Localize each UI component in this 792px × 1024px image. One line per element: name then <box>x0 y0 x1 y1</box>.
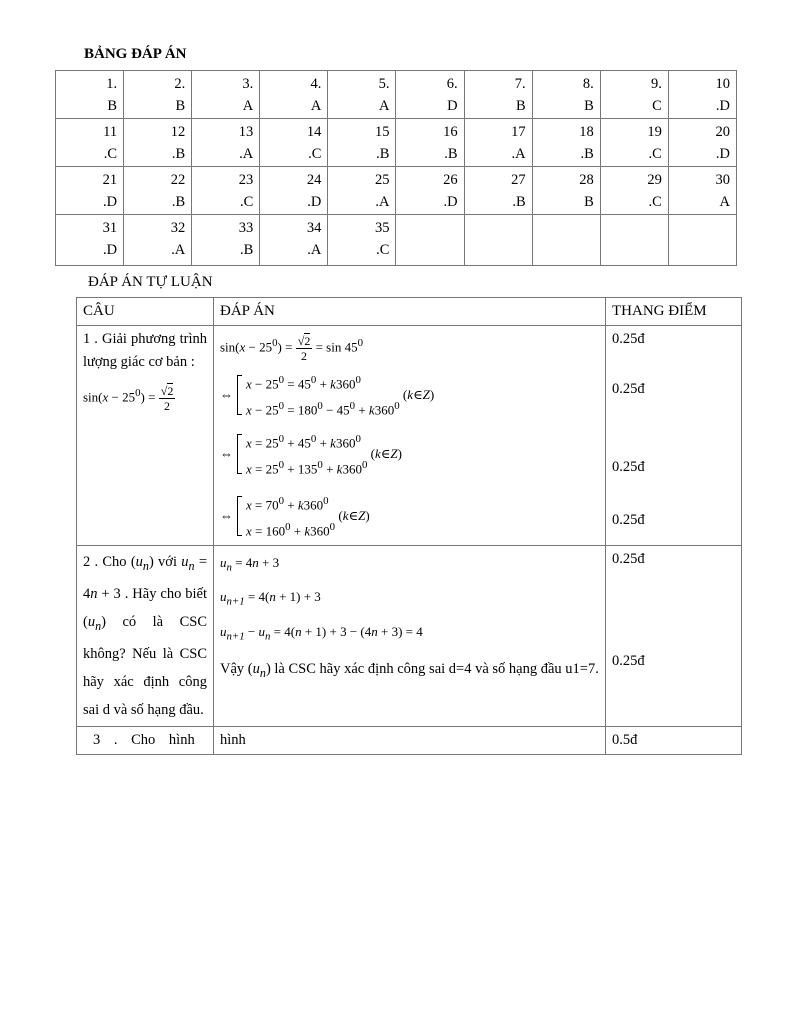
q2-step-1: $u_n = 4n + 3$ <box>220 554 280 574</box>
question-number: 8. <box>582 76 594 92</box>
answer-key-row <box>56 71 737 119</box>
answer-choice: B <box>107 98 118 114</box>
header-thang-diem: THANG ĐIỂM <box>606 298 742 326</box>
answer-key-cell <box>192 215 260 266</box>
question-number: 35 <box>374 220 390 236</box>
q2-step-3: $u_{n+1} - u_n = 4(n + 1) + 3 - (4n + 3) = 4$ <box>220 624 423 643</box>
question-number: 31 <box>102 220 118 236</box>
answer-choice: C <box>652 98 662 114</box>
q1-points-cell <box>606 326 742 546</box>
answer-choice: B <box>175 98 186 114</box>
q1-answer-cell <box>214 326 606 546</box>
question-number: 15 <box>374 124 390 140</box>
question-number: 14 <box>306 124 322 140</box>
answer-choice: .C <box>376 242 390 258</box>
answer-choice: .D <box>715 146 730 162</box>
question-number: 10 <box>715 76 730 92</box>
answer-key-cell <box>464 215 532 266</box>
answer-choice: .C <box>648 146 662 162</box>
q1-points-1: 0.25đ <box>612 331 645 347</box>
q1-points-3: 0.25đ <box>612 459 645 475</box>
q3-points: 0.5đ <box>612 731 638 748</box>
answer-key-cell <box>600 119 668 167</box>
answer-key-title: BẢNG ĐÁP ÁN <box>84 46 187 62</box>
answer-choice: .A <box>307 242 322 258</box>
answer-choice: .B <box>239 242 254 258</box>
q1-step-1: $\sin(x - 25^0)$ = $\frac{√2}{2}$ = $\sin 45^0$ <box>220 333 363 363</box>
question-number: 28 <box>579 172 594 188</box>
answer-key-row <box>56 119 737 167</box>
q2-prompt: 2 . Cho $(u_n)$ với $u_n = 4n + 3$ . Hãy cho biết $(u_n)$ có là CSC không? Nếu là CSC hãy xác định công sai d và số hạng đầu. <box>83 553 207 718</box>
question-number: 24 <box>306 172 322 188</box>
q3-prompt-cell <box>77 726 214 754</box>
q2-conclusion: Vậy $(u_n)$ là CSC hãy xác định công sai d=4 và số hạng đầu u1=7. <box>220 660 599 680</box>
answer-key-cell <box>600 215 668 266</box>
q3-points-cell <box>606 726 742 754</box>
answer-choice: .A <box>511 146 526 162</box>
question-number: 27 <box>511 172 526 188</box>
answer-choice: .B <box>512 194 526 210</box>
answer-key-cell <box>396 167 464 215</box>
answer-choice: D <box>447 98 458 114</box>
answer-key-cell <box>532 119 600 167</box>
answer-choice: .C <box>103 146 118 162</box>
answer-key-cell <box>464 167 532 215</box>
q2-answer-cell <box>214 545 606 726</box>
answer-choice: A <box>378 98 390 114</box>
answer-choice: A <box>310 98 322 114</box>
q1-prompt: 1 . Giải phương trình lượng giác cơ bản : <box>83 331 207 370</box>
answer-choice: .B <box>444 146 458 162</box>
answer-choice: B <box>515 98 526 114</box>
answer-choice: A <box>719 194 730 210</box>
answer-choice: .C <box>308 146 322 162</box>
answer-key-cell <box>56 71 124 119</box>
q2-prompt-cell <box>77 545 214 726</box>
answer-key-cell <box>464 71 532 119</box>
answer-key-cell <box>328 167 396 215</box>
q2-points-cell <box>606 545 742 726</box>
essay-row-q2 <box>77 545 742 726</box>
question-number: 6. <box>446 76 458 92</box>
answer-key-table <box>55 70 737 266</box>
answer-choice: .D <box>307 194 322 210</box>
question-number: 2. <box>174 76 186 92</box>
question-number: 25 <box>374 172 390 188</box>
q2-points-1: 0.25đ <box>612 550 645 567</box>
question-number: 34 <box>306 220 322 236</box>
q2-step-2: $u_{n+1} = 4(n + 1) + 3$ <box>220 589 321 608</box>
question-number: 11 <box>103 124 118 140</box>
question-number: 30 <box>715 172 730 188</box>
question-number: 5. <box>378 76 390 92</box>
answer-choice: B <box>584 98 594 114</box>
answer-choice: .C <box>239 194 254 210</box>
answer-key-cell <box>668 71 736 119</box>
question-number: 26 <box>443 172 458 188</box>
header-cau: CÂU <box>77 298 214 326</box>
answer-key-cell <box>600 167 668 215</box>
answer-choice: .A <box>375 194 390 210</box>
answer-key-cell <box>668 215 736 266</box>
essay-answer-table <box>76 297 742 755</box>
answer-key-cell <box>328 119 396 167</box>
question-number: 23 <box>238 172 254 188</box>
answer-key-cell <box>396 119 464 167</box>
header-dap-an: ĐÁP ÁN <box>214 298 606 326</box>
answer-key-cell <box>532 215 600 266</box>
question-number: 18 <box>579 124 594 140</box>
answer-choice: .D <box>443 194 458 210</box>
answer-key-cell <box>124 119 192 167</box>
q2-points-2: 0.25đ <box>612 652 645 669</box>
essay-row-q3 <box>77 726 742 754</box>
answer-key-cell <box>124 71 192 119</box>
q3-prompt: 3 . Cho hình <box>93 731 195 748</box>
q1-step-3: ⇔ $x = 25^0 + 45^0 + k360^0$ $x = 25^0 + 135^0 + k360^0$ ( k ∈ Z ) <box>220 432 402 477</box>
answer-choice: .D <box>715 98 730 114</box>
answer-choice: .B <box>376 146 390 162</box>
answer-key-cell <box>396 71 464 119</box>
answer-key-cell <box>464 119 532 167</box>
answer-key-cell <box>328 215 396 266</box>
answer-key-cell <box>668 167 736 215</box>
answer-key-cell <box>124 215 192 266</box>
question-number: 3. <box>242 76 254 92</box>
answer-choice: .D <box>102 194 118 210</box>
question-number: 32 <box>170 220 186 236</box>
answer-key-cell <box>192 71 260 119</box>
answer-choice: .A <box>171 242 186 258</box>
answer-key-cell <box>192 119 260 167</box>
answer-key-cell <box>56 215 124 266</box>
question-number: 1. <box>106 76 118 92</box>
question-number: 7. <box>514 76 526 92</box>
question-number: 19 <box>647 124 662 140</box>
q1-equation: $\sin(x - 25^0)$ = $\frac{√2}{2}$ <box>83 383 174 413</box>
q1-points-4: 0.25đ <box>612 512 645 528</box>
answer-key-cell <box>396 215 464 266</box>
question-number: 12 <box>170 124 186 140</box>
answer-choice: .C <box>648 194 662 210</box>
q1-points-2: 0.25đ <box>612 381 645 397</box>
question-number: 22 <box>170 172 186 188</box>
question-number: 13 <box>238 124 254 140</box>
answer-key-cell <box>260 119 328 167</box>
answer-key-cell <box>328 71 396 119</box>
question-number: 20 <box>715 124 730 140</box>
answer-key-cell <box>600 71 668 119</box>
answer-key-cell <box>56 167 124 215</box>
answer-choice: .B <box>580 146 594 162</box>
answer-choice: .A <box>239 146 254 162</box>
answer-key-cell <box>260 215 328 266</box>
q1-step-2: ⇔ $x - 25^0 = 45^0 + k360^0$ $x - 25^0 = 180^0 - 45^0 + k360^0$ ( k ∈ Z ) <box>220 373 435 418</box>
question-number: 16 <box>443 124 458 140</box>
essay-header-row <box>77 298 742 326</box>
answer-key-cell <box>532 167 600 215</box>
answer-key-cell <box>260 167 328 215</box>
essay-answer-title: ĐÁP ÁN TỰ LUẬN <box>88 274 213 290</box>
answer-key-row <box>56 167 737 215</box>
question-number: 4. <box>310 76 322 92</box>
question-number: 9. <box>650 76 662 92</box>
question-number: 29 <box>647 172 662 188</box>
answer-choice: A <box>242 98 254 114</box>
question-number: 33 <box>238 220 254 236</box>
answer-key-cell <box>124 167 192 215</box>
answer-choice: .B <box>171 194 186 210</box>
answer-choice: .D <box>102 242 118 258</box>
question-number: 21 <box>102 172 118 188</box>
q3-answer: hình <box>220 731 246 748</box>
answer-choice: .B <box>171 146 186 162</box>
answer-key-cell <box>668 119 736 167</box>
answer-key-cell <box>192 167 260 215</box>
q3-answer-cell <box>214 726 606 754</box>
answer-key-row <box>56 215 737 266</box>
essay-row-q1 <box>77 326 742 546</box>
question-number: 17 <box>511 124 526 140</box>
answer-key-cell <box>260 71 328 119</box>
answer-key-cell <box>532 71 600 119</box>
q1-step-4: ⇔ $x = 70^0 + k360^0$ $x = 160^0 + k360^0$ ( k ∈ Z ) <box>220 495 370 539</box>
answer-choice: B <box>584 194 594 210</box>
answer-key-cell <box>56 119 124 167</box>
q1-prompt-cell <box>77 326 214 546</box>
